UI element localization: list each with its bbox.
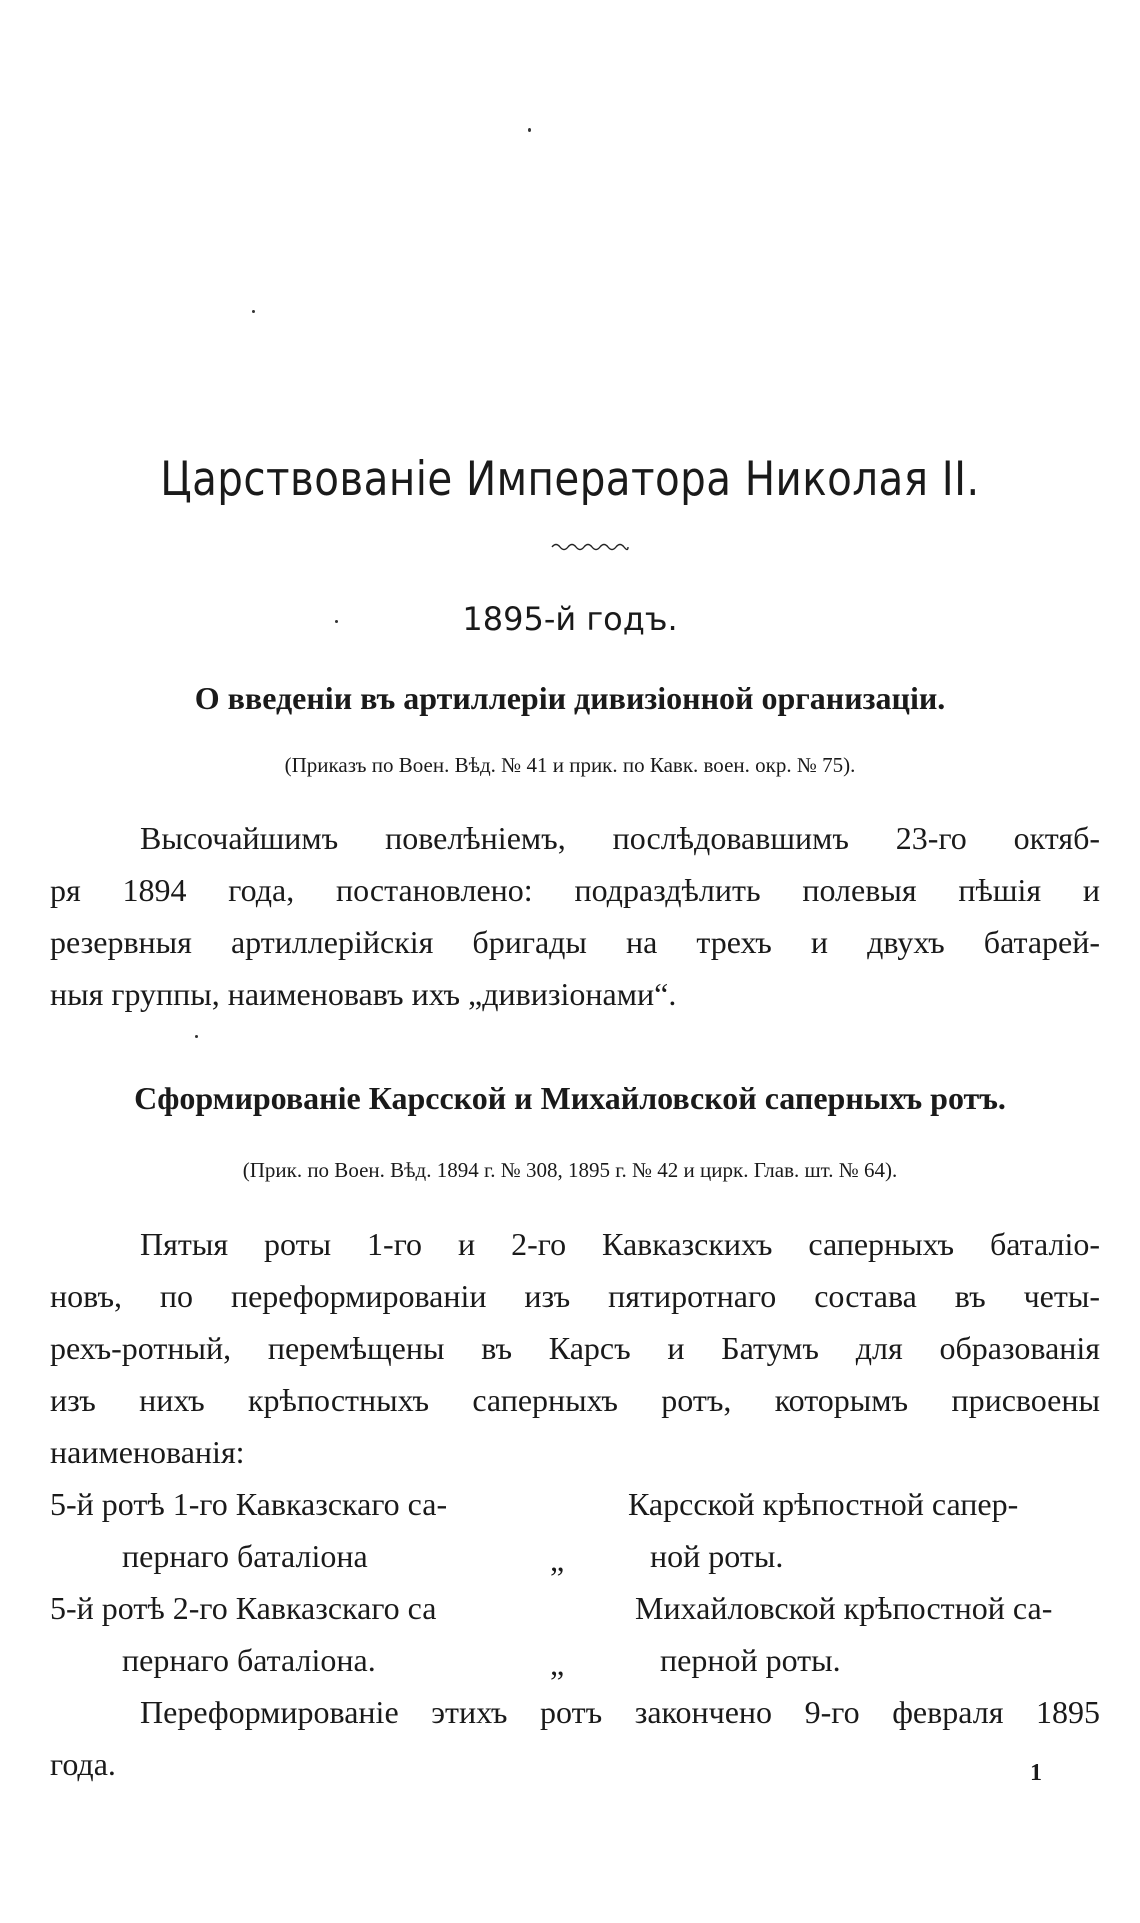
print-speck [528, 128, 531, 132]
section1-heading: О введеніи въ артиллеріи дивизіонной организаціи. [194, 680, 946, 716]
section1-reference: (Приказъ по Воен. Вѣд. № 41 и прик. по Кавк. воен. окр. № 75). [284, 753, 856, 777]
body-line: наименованія: [50, 1434, 245, 1470]
page-number: 1 [1030, 1760, 1042, 1786]
section1-body [50, 812, 1100, 1020]
body-line: изъ нихъ крѣпостныхъ саперныхъ ротъ, которымъ присвоены [50, 1382, 1100, 1418]
body-line: новъ, по переформированіи изъ пятиротнаго состава въ четы- [50, 1278, 1100, 1314]
ditto-mark: „ [550, 1542, 565, 1578]
rename-old-unit: пернаго баталіона. [122, 1642, 376, 1678]
rename-new-unit: ной роты. [650, 1538, 784, 1574]
section2-heading: Сформированіе Карсской и Михайловской саперныхъ ротъ. [134, 1080, 1006, 1116]
body-line: Высочайшимъ повелѣніемъ, послѣдовавшимъ 23-го октяб- [140, 820, 1100, 856]
body-line: ря 1894 года, постановлено: подраздѣлить полевыя пѣшія и [50, 872, 1100, 908]
print-speck [195, 1035, 198, 1038]
rename-new-unit: Карсской крѣпостной сапер- [628, 1486, 1019, 1522]
ditto-mark: „ [550, 1646, 565, 1682]
body-line: ныя группы, наименовавъ ихъ „дивизіонами“. [50, 976, 677, 1012]
body-line: рехъ-ротный, перемѣщены въ Карсъ и Батумъ для образованія [50, 1330, 1100, 1366]
reign-title: Царствованіе Императора Николая II. [160, 452, 980, 507]
rename-new-unit: перной роты. [660, 1642, 841, 1678]
rename-old-unit: 5-й ротѣ 1-го Кавказскаго са- [50, 1486, 448, 1522]
body-line: Переформированіе этихъ ротъ закончено 9-го февраля 1895 [140, 1694, 1100, 1730]
body-line: Пятыя роты 1-го и 2-го Кавказскихъ саперныхъ баталіо- [140, 1226, 1100, 1262]
wavy-ornament [550, 540, 630, 554]
body-line: резервныя артиллерійскія бригады на трехъ и двухъ батарей- [50, 924, 1100, 960]
body-line: года. [50, 1746, 116, 1782]
section2-closing [50, 1686, 1100, 1790]
section2-body [50, 1218, 1100, 1478]
section2-reference: (Прик. по Воен. Вѣд. 1894 г. № 308, 1895 г. № 42 и цирк. Глав. шт. № 64). [242, 1158, 898, 1182]
rename-old-unit: 5-й ротѣ 2-го Кавказскаго са [50, 1590, 437, 1626]
year-heading: 1895-й годъ. [462, 600, 678, 638]
rename-new-unit: Михайловской крѣпостной са- [635, 1590, 1053, 1626]
print-speck [252, 310, 255, 313]
rename-old-unit: пернаго баталіона [122, 1538, 368, 1574]
